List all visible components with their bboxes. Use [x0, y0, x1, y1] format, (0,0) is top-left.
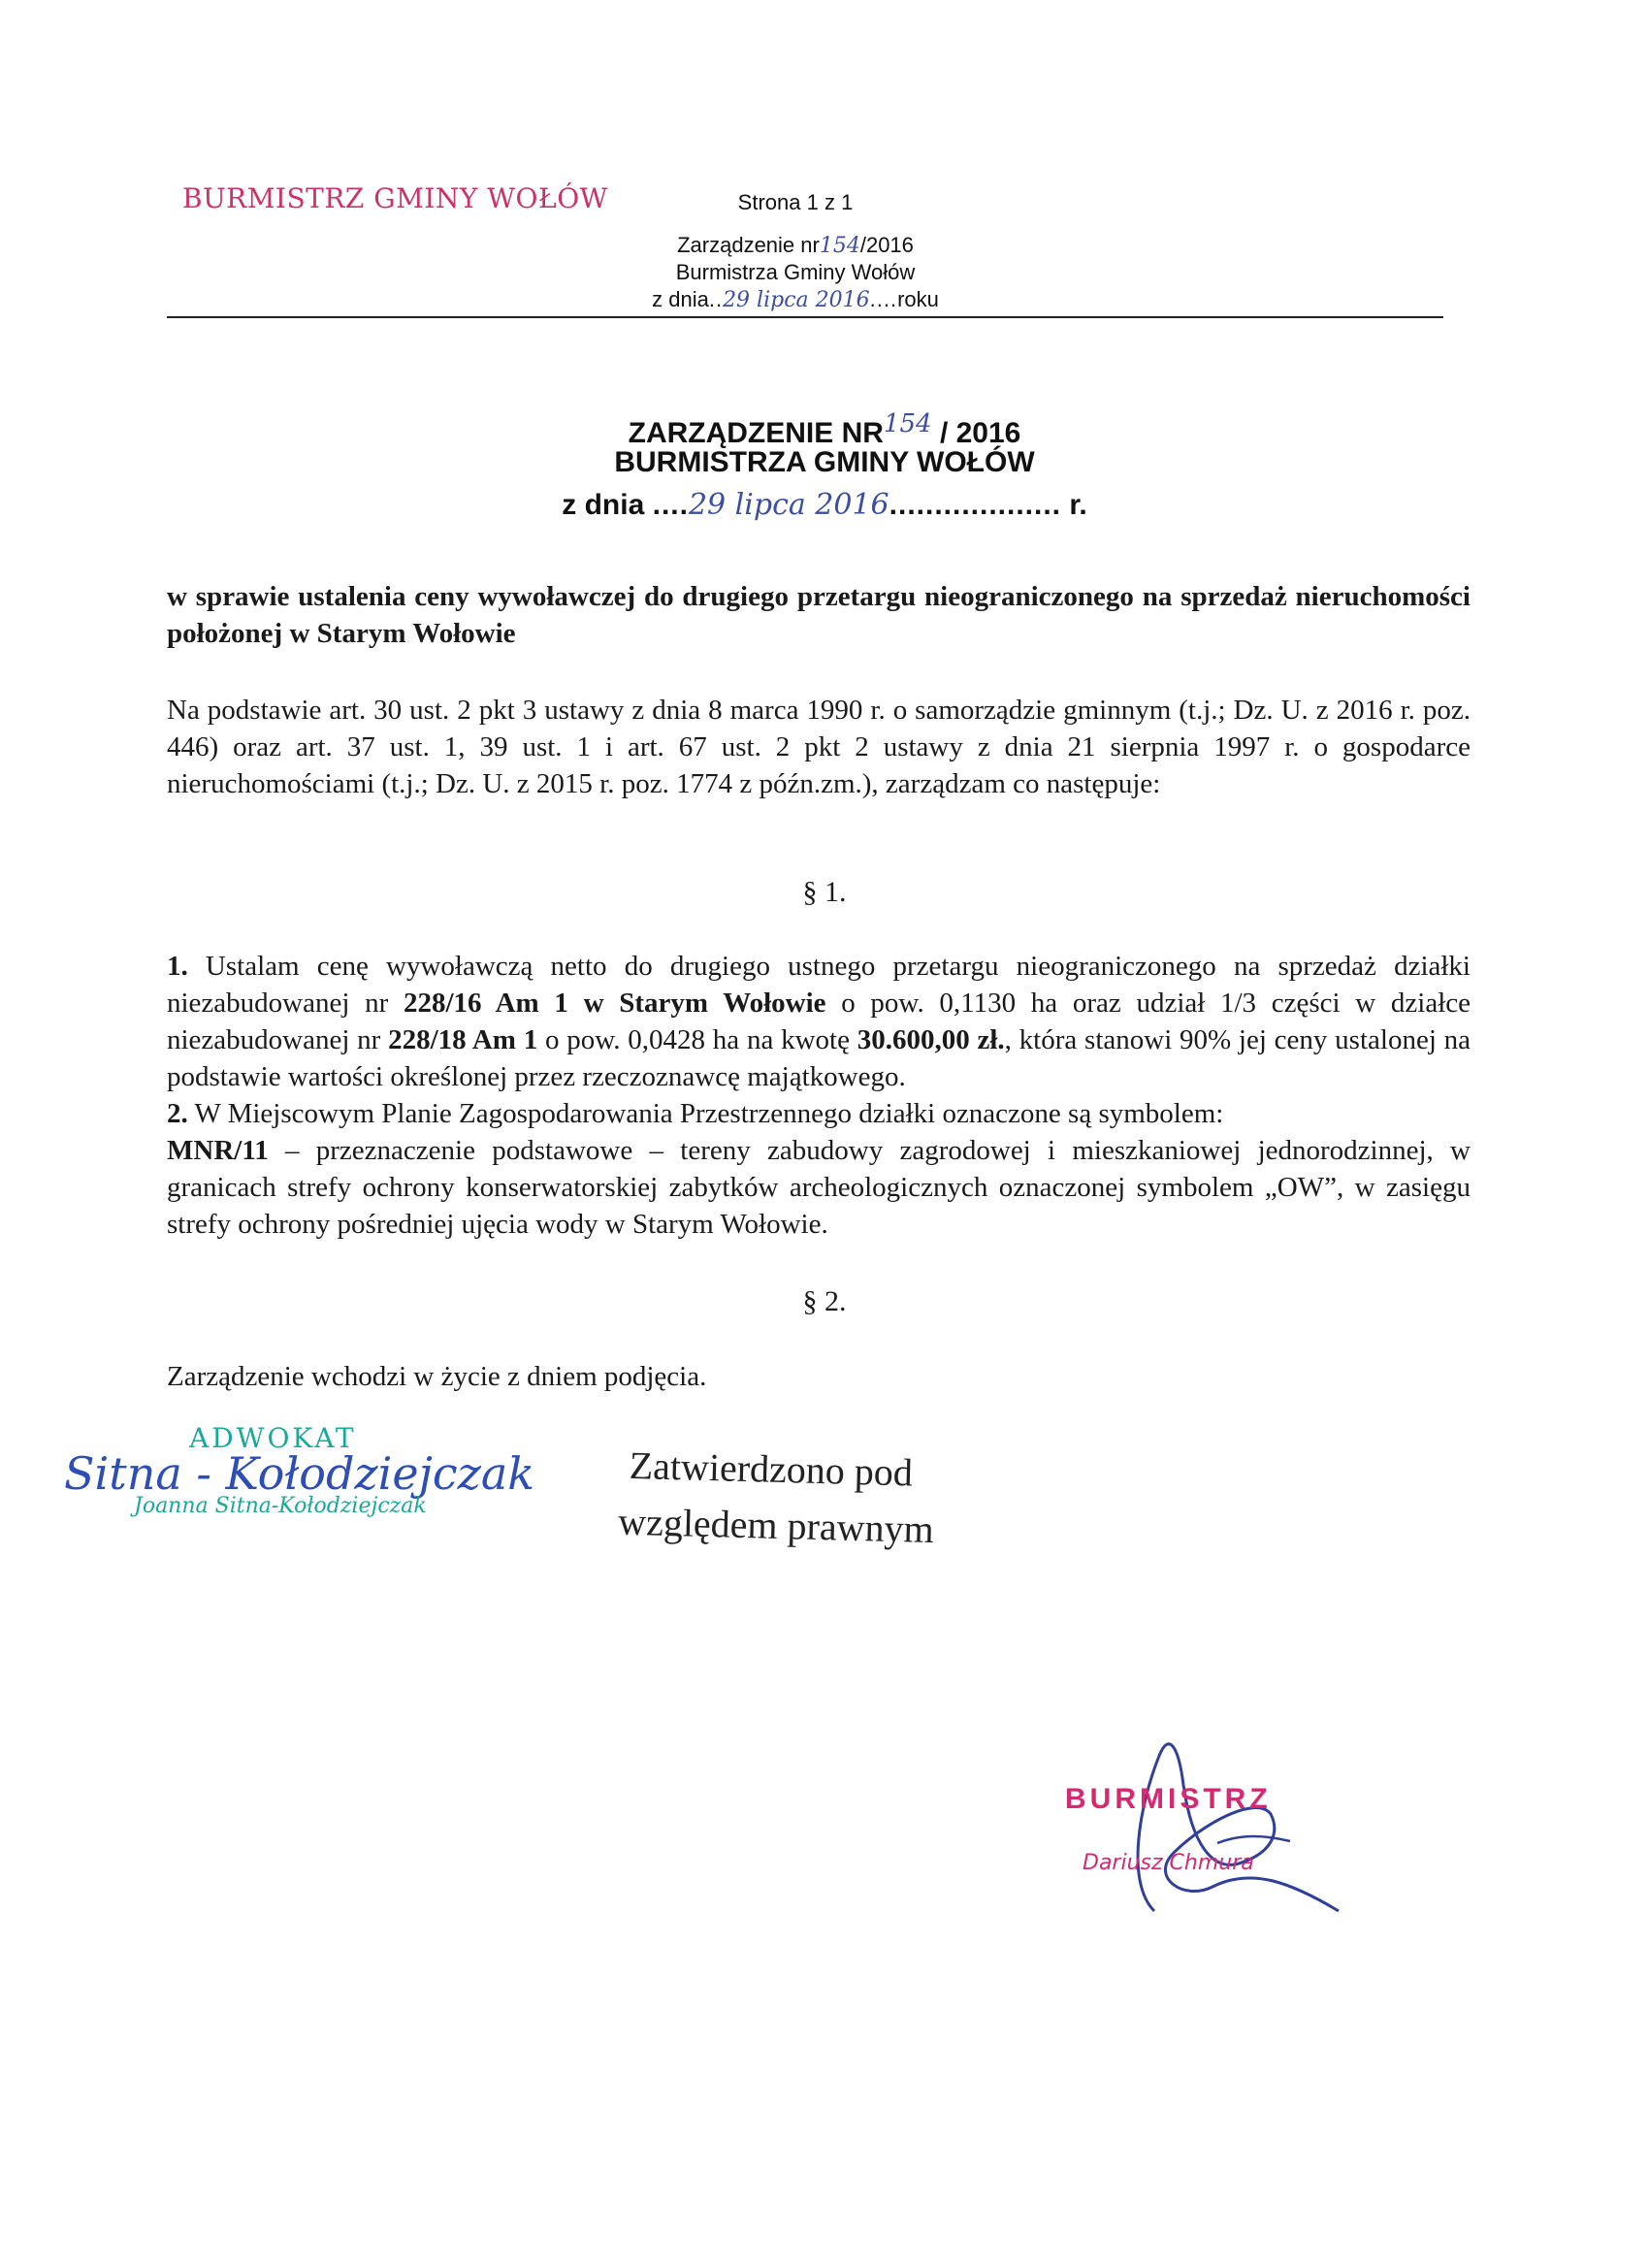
title-date-suffix: r. [1069, 489, 1087, 521]
item-1-parcel-2: 228/18 Am 1 [388, 1024, 538, 1055]
header-date-dots: .. [708, 287, 724, 311]
section-2-heading: § 2. [802, 1285, 847, 1317]
title-number: 154 [883, 409, 932, 438]
mayor-signature-icon [1048, 1717, 1358, 1940]
item-2-symbol: MNR/11 [167, 1135, 269, 1166]
approval-line-1: Zatwierdzono pod [629, 1442, 914, 1495]
item-1-text-g: , która stanowi 90% jej ceny ustalonej na podstawie wartości określonej przez rzeczoznawcę majątkowego. [167, 1024, 1471, 1092]
title-date-handwritten: 29 lipca 2016 [688, 488, 889, 522]
ordinance-issuer: BURMISTRZA GMINY WOŁÓW [614, 446, 1035, 478]
ordinance-date [388, 488, 1261, 522]
legal-basis: Na podstawie art. 30 ust. 2 pkt 3 ustawy z dnia 8 marca 1990 r. o samorządzie gminnym (t.j.; Dz. U. z 2016 r. poz. 446) oraz art. 37 ust. 1, 39 ust. 1 i art. 67 ust. 2 pkt 2 ustawy z dnia 21 sierpnia 1997 r. o gospodarce nieruchomościami (t.j.; Dz. U. z 2015 r. poz. 1774 z późn.zm.), zarządzam co następuje: [167, 695, 1471, 799]
item-1-text-c: o pow. 0,1130 ha oraz udział 1/3 części w działce niezabudowanej nr [167, 988, 1471, 1055]
item-1-text-a: Ustalam cenę wywoławczą netto do drugiego ustnego przetargu nieograniczonego na sprzedaż działki niezabudowanej nr [167, 951, 1471, 1019]
item-1-price: 30.600,00 zł. [857, 1024, 1005, 1055]
item-1-number: 1. [167, 951, 188, 982]
header-ordinance-number: 154 [819, 234, 860, 258]
header-date-line [621, 287, 970, 312]
title-date-dots-2: ................... [889, 489, 1062, 521]
title-date-prefix: z dnia [562, 489, 645, 521]
item-1-text-e: o pow. 0,0428 ha na kwotę [537, 1024, 857, 1055]
mayor-stamp-name: Dariusz Chmura [1083, 1851, 1254, 1875]
item-2-text-a: W Miejscowym Planie Zagospodarowania Przestrzennego działki oznaczone są symbolem: [187, 1098, 1224, 1129]
item-2-number: 2. [167, 1098, 188, 1129]
section-1-heading: § 1. [802, 876, 847, 908]
item-1-parcel-location: 228/16 Am 1 w Starym Wołowie [403, 988, 826, 1019]
lawyer-stamp-name: Joanna Sitna-Kołodziejczak [134, 1494, 427, 1518]
header-date-prefix: z dnia [652, 287, 709, 311]
header-date-suffix: roku [897, 287, 939, 311]
header-date-handwritten: 29 lipca 2016 [723, 288, 870, 312]
header-ordinance-prefix: Zarządzenie nr [677, 233, 820, 257]
header-date-dots-2: .... [869, 287, 898, 311]
lawyer-signature: Sitna - Kołodziejczak [64, 1447, 535, 1500]
approval-line-2: względem prawnym [617, 1499, 935, 1552]
section-2-body: Zarządzenie wchodzi w życie z dniem podjęcia. [167, 1361, 707, 1392]
authority-stamp: BURMISTRZ GMINY WOŁÓW [182, 182, 608, 214]
title-date-dots: .... [652, 489, 689, 521]
item-2-text-c: – przeznaczenie podstawowe – tereny zabudowy zagrodowej i mieszkaniowej jednorodzinnej, w granicach strefy ochrony konserwatorskiej zabytków archeologicznych oznaczonej symbolem „OW”, w zasięgu strefy ochrony pośredniej ujęcia wody w Starym Wołowie. [167, 1135, 1471, 1240]
header-rule [167, 316, 1443, 318]
section-1-body [167, 948, 1471, 1243]
ordinance-title [388, 409, 1261, 450]
header-authority: Burmistrza Gminy Wołów [675, 260, 916, 284]
lawyer-stamp-title: ADWOKAT [189, 1422, 357, 1454]
page-label: Strona 1 z 1 [737, 190, 854, 214]
title-prefix: ZARZĄDZENIE NR [628, 417, 884, 449]
header-ordinance-line [621, 233, 970, 258]
mayor-stamp-title: BURMISTRZ [1065, 1783, 1272, 1815]
ordinance-subject: w sprawie ustalenia ceny wywoławczej do drugiego przetargu nieograniczonego na sprzedaż nieruchomości położonej w Starym Wołowie [167, 581, 1471, 649]
title-suffix: / 2016 [939, 417, 1021, 449]
legal-approval-stamp [617, 1438, 936, 1558]
header-ordinance-suffix: /2016 [859, 233, 914, 257]
